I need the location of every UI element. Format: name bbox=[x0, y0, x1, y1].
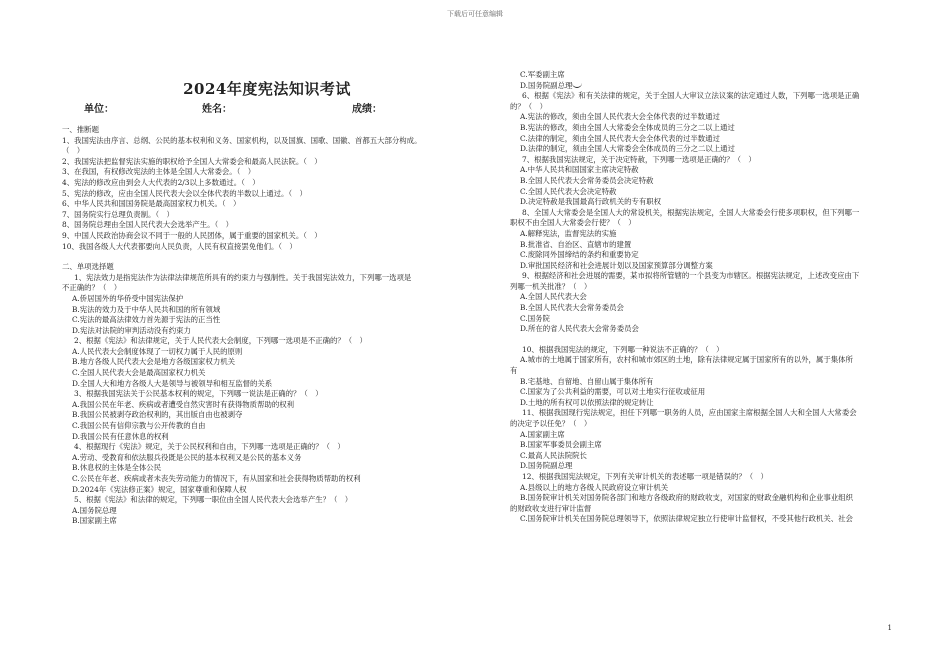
right-line: D.国务院副总理 bbox=[510, 81, 894, 92]
right-line: B.国务院审计机关对国务院各部门和地方各级政府的财政收支，对国家的财政金融机构和企业事业组织 bbox=[520, 493, 853, 503]
left-line: D.我国公民有任意休息的权利 bbox=[72, 431, 169, 441]
pen-mark bbox=[572, 83, 582, 88]
right-line: C.国务院审计机关在国务院总理领导下，依照法律规定独立行使审计监督权，不受其他行政机关、社会 bbox=[520, 514, 853, 524]
left-line: （ ） bbox=[62, 146, 85, 156]
right-line: C.法律的制定，须由全国人民代表大会全体代表的过半数通过 bbox=[520, 133, 720, 143]
right-line: C.废除同外国缔结的条约和重要协定 bbox=[520, 250, 639, 260]
right-line: A.解释宪法，监督宪法的实施 bbox=[520, 228, 617, 238]
left-line: 5、宪法的修改，应由全国人民代表大会以全体代表的半数以上通过。（ ） bbox=[62, 188, 307, 198]
left-line: A.我国公民在年老、疾病或者遭受自然灾害时有获得物质帮助的权利 bbox=[72, 399, 295, 409]
right-line: D.所在的省人民代表大会常务委员会 bbox=[520, 324, 639, 334]
left-column bbox=[62, 79, 472, 527]
right-line bbox=[510, 335, 894, 345]
right-line: 10、根据我国宪法的规定，下列哪一种说法不正确的？（ ） bbox=[522, 344, 724, 354]
left-line: A.国务院总理 bbox=[72, 505, 117, 515]
left-line: 1、宪法效力是指宪法作为法律法律规范所具有的约束力与强制性。关于我国宪法效力，下列哪一选项是 bbox=[74, 272, 412, 282]
left-line: 4、根据现行《宪法》规定，关于公民权利和自由，下列哪一选项是正确的？（ ） bbox=[74, 442, 345, 452]
header-note: 下载后可任意编辑 bbox=[447, 10, 503, 18]
right-column bbox=[510, 70, 894, 525]
left-line: D.2024年《宪法修正案》规定，国家尊重和保障人权 bbox=[72, 484, 247, 494]
left-line: A.劳动、受教育和依法服兵役既是公民的基本权利又是公民的基本义务 bbox=[72, 452, 302, 462]
left-line: 4、宪法的修改应由到会人大代表的2/3以上多数通过。（ ） bbox=[62, 177, 260, 187]
left-line: C.全国人民代表大会是最高国家权力机关 bbox=[72, 368, 206, 378]
header-fields bbox=[62, 103, 472, 117]
right-line: D.土地的所有权可以依照法律的规定转让 bbox=[520, 397, 654, 407]
left-line: 3、根据我国宪法关于公民基本权利的规定，下列哪一说法是正确的？（ ） bbox=[74, 389, 323, 399]
right-line: 8、全国人大常委会是全国人大的常设机关，根据宪法规定，全国人大常委会行使多项职权，但下列哪一 bbox=[522, 207, 860, 217]
left-line: C.公民在年老、疾病或者未丧失劳动能力的情况下，有从国家和社会获得物质帮助的权利 bbox=[72, 474, 361, 483]
right-line: A.国家副主席 bbox=[520, 429, 565, 439]
left-line: 2、根据《宪法》和法律规定，关于人民代表大会制度，下列哪一选项是不正确的？（ ） bbox=[74, 336, 367, 346]
right-text-lines bbox=[510, 70, 894, 525]
right-line: D.决定特赦是我国最高行政机关的专有职权 bbox=[520, 197, 662, 207]
left-line: C.我国公民有信仰宗教与公开传教的自由 bbox=[72, 421, 206, 431]
right-line: 11、根据我国现行宪法规定，担任下列哪一职务的人员，应由国家主席根据全国人大和全国人大常委会 bbox=[522, 408, 857, 418]
right-line: B.全国人民代表大会常务委员会决定特赦 bbox=[520, 175, 654, 185]
right-line: 12、根据我国宪法规定，下列有关审计机关的表述哪一项是错误的？（ ） bbox=[522, 471, 768, 481]
left-line: 一、推断题 bbox=[62, 125, 99, 134]
right-line: B.宪法的修改，须由全国人大常委会全体成员的三分之二以上通过 bbox=[520, 122, 735, 132]
unit-field-label: 单位： bbox=[84, 104, 114, 115]
right-line: 7、根据我国宪法规定，关于决定特赦，下列哪一选项是正确的？（ ） bbox=[522, 154, 756, 164]
right-line: C.国家为了公共利益的需要，可以对土地实行征收或征用 bbox=[520, 387, 706, 397]
left-line: 5、根据《宪法》和法律的规定，下列哪一职位由全国人民代表大会选举产生？（ ） bbox=[74, 495, 353, 505]
left-line: D.宪法对法院的审判活动没有约束力 bbox=[72, 325, 191, 335]
right-line: D.法律的制定，须由全国人大常委会全体成员的三分之二以上通过 bbox=[520, 144, 735, 154]
right-line: A.城市的土地属于国家所有，农村和城市郊区的土地，除有法律规定属于国家所有的以外，属于集体所 bbox=[520, 355, 853, 365]
left-line: 9、中国人民政治协商会议不同于一般的人民团体，属于重要的国家机关。（ ） bbox=[62, 230, 322, 240]
left-line: B.我国公民被剥夺政治权利的，其出版自由也被剥夺 bbox=[72, 410, 243, 420]
right-line: C.国务院 bbox=[520, 313, 550, 323]
left-line: B.休息权的主体是全体公民 bbox=[72, 463, 162, 473]
score-field-label: 成绩： bbox=[352, 104, 382, 115]
left-line: C.宪法的最高法律效力首先源于宪法的正当性 bbox=[72, 315, 221, 325]
left-line: A.侨居国外的华侨受中国宪法保护 bbox=[72, 293, 184, 303]
right-line: 的财政收支进行审计监督 bbox=[510, 503, 592, 513]
right-line: A.全国人民代表大会 bbox=[520, 292, 587, 302]
right-line: 的决定予以任免？（ ） bbox=[510, 419, 592, 428]
left-line: B.宪法的效力及于中华人民共和国的所有领域 bbox=[72, 304, 221, 314]
name-field-label: 姓名： bbox=[202, 104, 232, 115]
right-line: C.最高人民法院院长 bbox=[520, 450, 587, 460]
left-line: 二、单项选择题 bbox=[62, 262, 114, 272]
page-title: 2024年度宪法知识考试 bbox=[183, 80, 351, 98]
left-line: 3、在我国，有权修改宪法的主体是全国人大常委会。（ ） bbox=[62, 167, 256, 177]
left-line: A.人民代表大会制度体现了一切权力属于人民的原则 bbox=[72, 346, 243, 356]
right-line: B.宅基地、自留地、自留山属于集体所有 bbox=[520, 376, 654, 386]
left-line: 7、国务院实行总理负责制。（ ） bbox=[62, 209, 174, 219]
left-line bbox=[62, 252, 472, 262]
right-line: B.全国人民代表大会常务委员会 bbox=[520, 303, 624, 313]
right-line: B.批准省、自治区、直辖市的建置 bbox=[520, 239, 632, 249]
left-text-lines bbox=[62, 125, 472, 527]
right-line: 职权不由全国人大常委会行使？（ ） bbox=[510, 218, 636, 228]
right-line: A.宪法的修改，须由全国人民代表大会全体代表的过半数通过 bbox=[520, 112, 720, 122]
left-line: 10、我国各级人大代表都要向人民负责，人民有权直接罢免他们。（ ） bbox=[62, 241, 297, 251]
right-line: D.审批国民经济和社会进展计划以及国家预算部分调整方案 bbox=[520, 260, 713, 270]
right-line: C.全国人民代表大会决定特赦 bbox=[520, 186, 617, 196]
right-line: D.国务院副总理 bbox=[520, 461, 573, 471]
right-line: 6、根据《宪法》和有关法律的规定，关于全国人大审议立法议案的法定通过人数，下列哪一选项是正确 bbox=[522, 91, 860, 101]
right-line: 的？（ ） bbox=[510, 101, 547, 111]
right-line: C.军委副主席 bbox=[520, 70, 565, 79]
right-line: A.县级以上的地方各级人民政府设立审计机关 bbox=[520, 482, 669, 492]
right-line: B.国家军事委员会副主席 bbox=[520, 440, 602, 450]
left-line: 1、我国宪法由序言、总纲、公民的基本权利和义务、国家机构，以及国旗、国歌、国徽、首都五大部分构成。 bbox=[62, 135, 422, 145]
left-line: D.全国人大和地方各级人大是领导与被领导和相互监督的关系 bbox=[72, 378, 273, 388]
left-line: B.国家副主席 bbox=[72, 516, 117, 526]
left-line: 6、中华人民共和国国务院是最高国家权力机关。（ ） bbox=[62, 199, 241, 209]
right-line: A.中华人民共和国国家主席决定特赦 bbox=[520, 165, 639, 175]
left-line: 2、我国宪法把监督宪法实施的职权给予全国人大常委会和最高人民法院。（ ） bbox=[62, 156, 322, 166]
left-line: 8、国务院总理由全国人民代表大会选举产生。（ ） bbox=[62, 220, 233, 230]
right-line: 9、根据经济和社会进展的需要，某市拟将所管辖的一个县变为市辖区。根据宪法规定，上述改变应由下 bbox=[522, 271, 860, 281]
right-line: 有 bbox=[510, 366, 518, 376]
left-line: 不正确的？（ ） bbox=[62, 283, 122, 293]
right-line: 列哪一机关批准？（ ） bbox=[510, 281, 592, 291]
left-line: B.地方各级人民代表大会是地方各级国家权力机关 bbox=[72, 357, 235, 367]
page-number: 1 bbox=[887, 624, 892, 632]
